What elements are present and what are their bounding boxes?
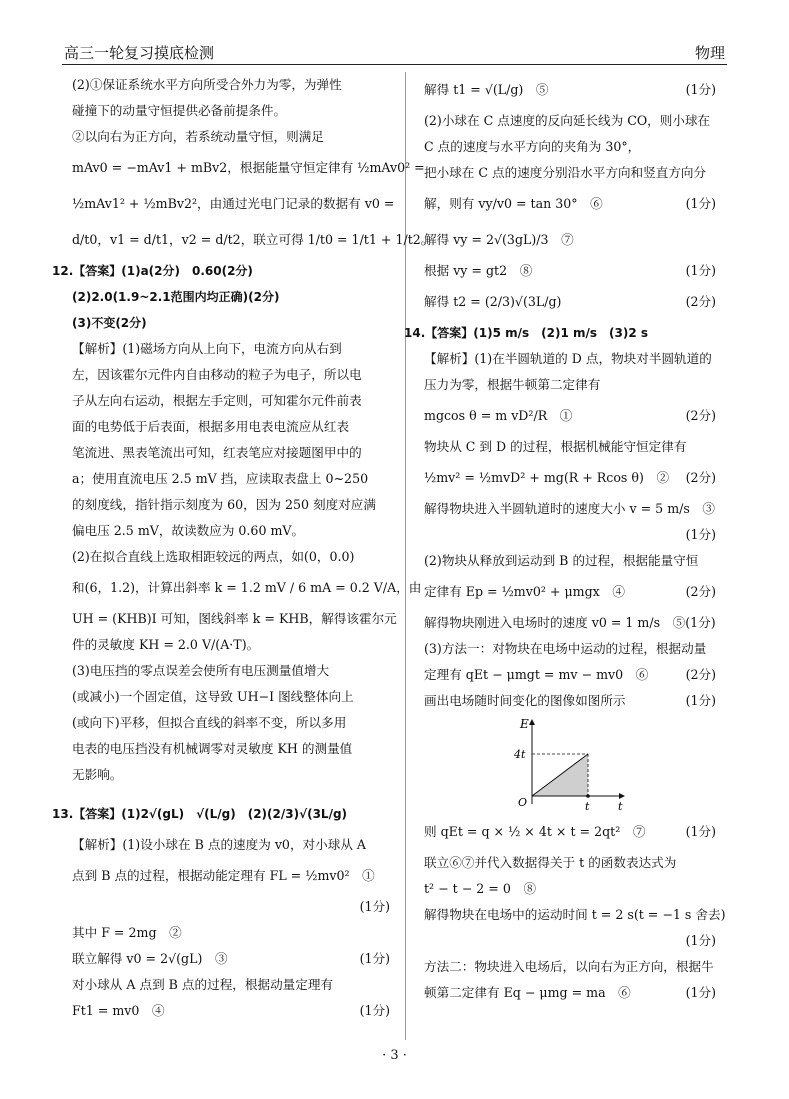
header-subject: 物理 <box>694 44 725 62</box>
text-line <box>424 688 716 714</box>
text-line: (2)小球在 C 点速度的反向延长线为 CO，则小球在 <box>424 113 711 128</box>
score: (2分) <box>685 584 716 599</box>
text-line: 笔流进、黑表笔流出可知，红表笔应对接题图甲中的 <box>72 445 362 460</box>
formula: 根据 vy = gt2 ⑧ <box>424 263 533 278</box>
score: (1分) <box>359 951 390 966</box>
text-line <box>424 980 716 1006</box>
answer-line: (3)不变(2分) <box>72 316 147 330</box>
text-line: 无影响。 <box>72 767 123 782</box>
y-axis-label: E <box>520 717 529 731</box>
page-number: · 3 · <box>382 1048 407 1063</box>
t-point <box>586 794 590 798</box>
text-line: (或减小)一个固定值，这导致 UH−I 图线整体向上 <box>72 689 354 704</box>
score: (1分) <box>685 933 716 948</box>
formula: 顿第二定律有 Eq − μmg = ma ⑥ <box>424 985 631 1000</box>
formula-line: 点到 B 点的过程，根据动能定理有 FL = ½mv0² ① <box>72 868 375 883</box>
text-line: (2)在拟合直线上选取相距较远的两点，如(0，0.0) <box>72 549 355 564</box>
formula-line <box>424 460 716 496</box>
formula: 定理有 qEt − μmgt = mv − mv0 ⑥ <box>424 667 649 682</box>
text-line: 【解析】(1)在半圆轨道的 D 点，物块对半圆轨道的 <box>424 351 712 366</box>
column-divider <box>405 72 406 1040</box>
right-column <box>404 72 726 1006</box>
formula-line: 和(6，1.2)，计算出斜率 k = 1.2 mV / 6 mA = 0.2 V/A，由 <box>72 580 422 595</box>
formula: 解，则有 vy/v0 = tan 30° ⑥ <box>424 196 603 211</box>
formula-line: mAv0 = −mAv1 + mBv2，根据能量守恒定律有 ½mAv0² = <box>72 160 425 175</box>
answer-line: (2)2.0(1.9~2.1范围内均正确)(2分) <box>72 290 280 304</box>
formula-line <box>424 574 716 610</box>
text-line: 联立⑥⑦并代入数据得关于 t 的函数表达式为 <box>424 855 677 870</box>
text-line <box>72 946 390 972</box>
text-line: 碰撞下的动量守恒提供必备前提条件。 <box>72 103 287 118</box>
text-line: 解得物块刚进入电场时的速度 v0 = 1 m/s ⑤(1分) <box>424 615 716 630</box>
formula: 解得 t2 = (2/3)√(3L/g) <box>424 294 562 309</box>
text-line: (3)电压挡的零点误差会使所有电压测量值增大 <box>72 663 330 678</box>
text-line: UH = (KHB)I 可知，图线斜率 k = KHB，解得该霍尔元 <box>72 611 397 626</box>
formula-line: ½mAv1² + ½mBv2²，由通过光电门记录的数据有 v0 = <box>72 196 395 211</box>
text-line: 【解析】(1)设小球在 B 点的速度为 v0，对小球从 A <box>72 837 367 852</box>
score: (1分) <box>685 263 716 278</box>
text-line: (3)方法一：对物块在电场中运动的过程，根据动量 <box>424 641 707 656</box>
text-line: 偏电压 2.5 mV，故读数应为 0.60 mV。 <box>72 523 305 538</box>
text-line <box>424 258 716 284</box>
answer-12: 12.【答案】(1)a(2分) 0.60(2分) <box>52 264 253 278</box>
formula-line: 解得 vy = 2√(3gL)/3 ⑦ <box>424 232 574 247</box>
text-line <box>424 662 716 688</box>
text-line: C 点的速度与水平方向的夹角为 30°， <box>424 139 641 154</box>
formula-line <box>424 72 716 108</box>
text-line: ②以向右为正方向，若系统动量守恒，则满足 <box>72 129 324 144</box>
x-tick-label: t <box>585 800 590 813</box>
text-line: 左，因该霍尔元件内自由移动的粒子为电子，所以电 <box>72 367 362 382</box>
text-line: 面的电势低于后表面，根据多用电表电流应从红表 <box>72 419 350 434</box>
text-line: 把小球在 C 点的速度分别沿水平方向和竖直方向分 <box>424 165 707 180</box>
formula: 定律有 Ep = ½mv0² + μmgx ④ <box>424 584 625 599</box>
formula-line <box>424 186 716 222</box>
formula-line: d/t0，v1 = d/t1，v2 = d/t2，联立可得 1/t0 = 1/t1 + 1/t2。 <box>72 232 434 247</box>
text-line: 压力为零，根据牛顿第二定律有 <box>424 377 601 392</box>
text-line: t² − t − 2 = 0 ⑧ <box>424 881 537 896</box>
text-line: 的刻度线，指针指示刻度为 60，因为 250 刻度对应满 <box>72 497 376 512</box>
text-line: (2)物块从释放到运动到 B 的过程，根据能量守恒 <box>424 553 699 568</box>
score: (1分) <box>685 196 716 211</box>
text-line: 件的灵敏度 KH = 2.0 V/(A·T)。 <box>72 637 260 652</box>
formula: Ft1 = mv0 ④ <box>72 1003 165 1018</box>
text-line: 物块从 C 到 D 的过程，根据机械能守恒定律有 <box>424 439 687 454</box>
left-column <box>52 72 434 1024</box>
score: (1分) <box>685 985 716 1000</box>
text-line <box>72 998 390 1024</box>
text-line: 其中 F = 2mg ② <box>72 925 182 940</box>
formula: mgcos θ = m vD²/R ① <box>424 408 573 423</box>
score: (1分) <box>685 824 716 839</box>
text-line: 解得物块进入半圆轨道时的速度大小 v = 5 m/s ③ <box>424 501 716 516</box>
formula-line <box>424 284 716 320</box>
text-line: 电表的电压挡没有机械调零对灵敏度 KH 的测量值 <box>72 741 353 756</box>
text-line: 解得物块在电场中的运动时间 t = 2 s(t = −1 s 舍去) <box>424 907 726 922</box>
x-axis-label: t <box>618 800 623 813</box>
score: (2分) <box>685 408 716 423</box>
score: (1分) <box>685 693 716 708</box>
formula-line <box>424 398 716 434</box>
page-header <box>62 40 727 65</box>
text-line: (或向下)平移，但拟合直线的斜率不变，所以多用 <box>72 715 347 730</box>
score: (2分) <box>685 294 716 309</box>
text-line: 子从左向右运动，根据左手定则，可知霍尔元件前表 <box>72 393 362 408</box>
text-line: 对小球从 A 点到 B 点的过程，根据动量定理有 <box>72 977 334 992</box>
formula: ½mv² = ½mvD² + mg(R + Rcos θ) ② <box>424 470 670 485</box>
answer-13: 13.【答案】(1)2√(gL) √(L/g) (2)(2/3)√(3L/g) <box>52 807 348 821</box>
text: 画出电场随时间变化的图像如图所示 <box>424 693 626 708</box>
e-t-graph <box>512 714 632 814</box>
text-line: 【解析】(1)磁场方向从上向下，电流方向从右到 <box>72 341 342 356</box>
score: (1分) <box>359 899 390 914</box>
formula-line <box>424 814 716 850</box>
score: (1分) <box>685 527 716 542</box>
y-tick-label: 4t <box>514 748 526 761</box>
formula: 解得 t1 = √(L/g) ⑤ <box>424 82 549 97</box>
formula: 联立解得 v0 = 2√(gL) ③ <box>72 951 228 966</box>
score: (1分) <box>359 1003 390 1018</box>
formula: 则 qEt = q × ½ × 4t × t = 2qt² ⑦ <box>424 824 646 839</box>
score: (1分) <box>685 82 716 97</box>
text-line: (2)①保证系统水平方向所受合外力为零，为弹性 <box>72 77 342 92</box>
score: (2分) <box>685 470 716 485</box>
text-line: a；使用直流电压 2.5 mV 挡，应读取表盘上 0~250 <box>72 471 369 486</box>
header-title: 高三一轮复习摸底检测 <box>64 44 215 62</box>
score: (2分) <box>685 667 716 682</box>
origin-label: O <box>518 796 528 809</box>
answer-14: 14.【答案】(1)5 m/s (2)1 m/s (3)2 s <box>404 326 648 340</box>
text-line: 方法二：物块进入电场后，以向右为正方向，根据牛 <box>424 959 714 974</box>
